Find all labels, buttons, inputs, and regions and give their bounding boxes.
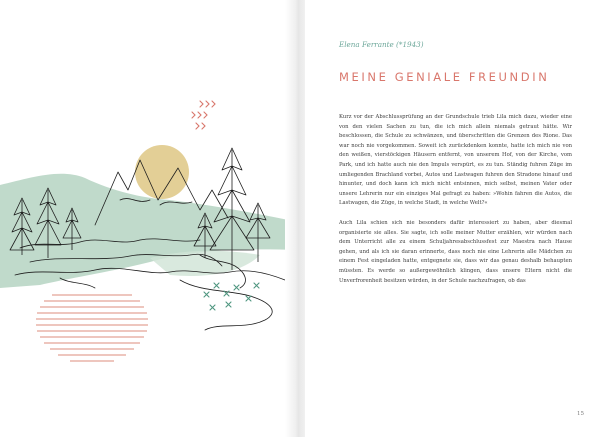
page-number: 15 bbox=[577, 411, 584, 417]
author-line: Elena Ferrante (*1943) bbox=[339, 40, 424, 49]
paragraph: Kurz vor der Abschlussprüfung an der Grundschule trieb Lila mich dazu, wieder eine von den vielen Sachen zu tun, die ich mich allein niemals getraut hätte. Wir beschlossen, die Schule zu schwänzen, und überschritten die Grenzen des Rione. Das war noch nie vorgekommen. Soweit ich zurückdenken konnte, hatte ich mich nie von den weißen, vierstöckigen Häusern entfernt, von unserem Hof, von der Kirche, vom Park, und ich hatte auch nie den Impuls verspürt, es zu tun. Ständig fuhren Züge im umliegenden Brachland vorbei, Autos und Lastwagen fuhren den Stradone hinauf und hinunter, und doch kann ich mich nicht entsinnen, mich selbst, meinen Vater oder unsere Lehrerin nur ein einziges Mal gefragt zu haben: »Wohin fahren die Autos, die Lastwagen, die Züge, in welche Stadt, in welche Welt?« bbox=[339, 114, 572, 207]
sun-circle bbox=[135, 145, 189, 199]
green-cross-marks bbox=[204, 283, 259, 310]
chapter-title: MEINE GENIALE FREUNDIN bbox=[339, 70, 550, 84]
arrow-marks bbox=[192, 101, 215, 129]
striped-sun bbox=[36, 295, 148, 361]
left-page bbox=[0, 0, 298, 437]
paragraph: Auch Lila schien sich nie besonders dafür interessiert zu haben, aber diesmal organisierte sie alles. Sie sagte, ich solle meiner Mutter erzählen, wir würden nach dem Unterricht alle zu einem Schuljahresabschlussfest zur Maestra nach Hause gehen, und als ich sie daran erinnerte, dass noch nie eine Lehrerin alle Mädchen zu einem Fest eingeladen hatte, entgegnete sie, dass wir das genau deshalb behaupten müssten. Es werde so außergewöhnlich klingen, dass unsere Eltern nicht die Unverfrorenheit besitzen würden, in der Schule nachzufragen, ob das bbox=[339, 219, 572, 284]
landscape-illustration bbox=[0, 0, 298, 437]
body-text bbox=[339, 113, 572, 296]
